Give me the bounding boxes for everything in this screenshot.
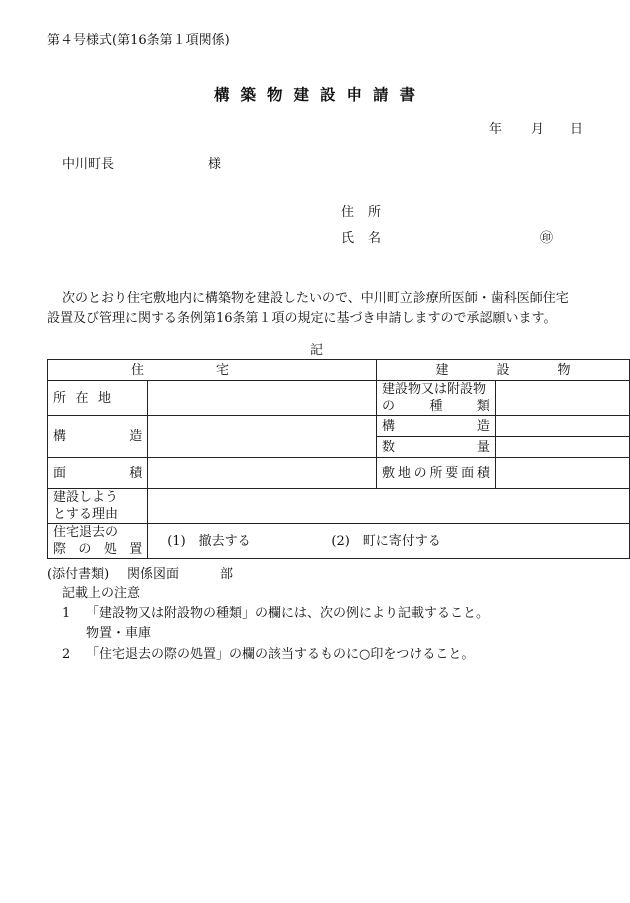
attachment-label: (添付書類) [47, 567, 110, 582]
site-area-label [377, 458, 496, 489]
disposal-label-line2 [53, 541, 142, 558]
ki-label: 記 [310, 343, 324, 358]
kind-label-char: 種 [429, 399, 443, 414]
reason-value[interactable] [148, 489, 630, 524]
kind-label [377, 381, 496, 416]
area-label-char: 積 [129, 465, 143, 481]
site-area-char: 積 [476, 465, 490, 481]
header-structure-text: 建設物 [435, 362, 619, 378]
note-1-text: 「建設物又は附設物の種類」の欄には、次の例により記載すること。 [86, 606, 490, 621]
reason-label-line2: とする理由 [53, 507, 119, 522]
disposal-label-line1: 住宅退去の [53, 525, 119, 540]
site-area-char: の [413, 465, 427, 481]
seal-mark: ㊞ [540, 231, 554, 246]
reason-label-line1: 建設しよう [53, 490, 119, 505]
applicant-name-label-2: 名 [368, 231, 382, 246]
note-1-num: 1 [62, 606, 71, 621]
area-label-char: 面 [53, 465, 67, 481]
structure-right-value[interactable] [495, 416, 629, 437]
header-housing [48, 360, 377, 381]
addressee-honorific: 様 [208, 157, 222, 172]
disposal-label-char: 置 [129, 542, 143, 557]
kind-value[interactable] [495, 381, 629, 416]
kind-label-char: の [382, 399, 396, 414]
site-area-char: 所 [429, 465, 443, 481]
quantity-value[interactable] [495, 437, 629, 458]
body-text-line1: 次のとおり住宅敷地内に構築物を建設したいので、中川町立診療所医師・歯科医師住宅 [62, 291, 569, 306]
structure-value[interactable] [148, 416, 377, 458]
kind-label-line1: 建設物又は附設物 [382, 382, 487, 397]
structure-right-char: 造 [476, 418, 490, 434]
location-value[interactable] [148, 381, 377, 416]
attachment-text: 関係図面 [127, 567, 180, 582]
option-donate[interactable]: (2) 町に寄付する [331, 533, 441, 549]
structure-label-char: 構 [53, 429, 67, 444]
disposal-label-char: の [78, 542, 92, 557]
site-area-char: 地 [397, 465, 411, 481]
quantity-label-char: 量 [476, 439, 490, 455]
date-year: 年 [489, 122, 503, 137]
note-2-text: 「住宅退去の際の処置」の欄の該当するものに○印をつけること。 [86, 647, 475, 662]
structure-label-char: 造 [129, 429, 143, 444]
site-area-char: 敷 [382, 465, 396, 481]
note-example: 物置・車庫 [86, 626, 152, 641]
location-label [48, 381, 148, 416]
body-text-line2: 設置及び管理に関する条例第16条第１項の規定に基づき申請しますので承認願います。 [47, 311, 557, 326]
area-value[interactable] [148, 458, 377, 489]
form-number: 第４号様式(第16条第１項関係) [47, 33, 230, 48]
reason-label [48, 489, 148, 524]
structure-right-char: 構 [382, 418, 396, 434]
application-table [47, 359, 630, 559]
applicant-address-label-1: 住 [341, 205, 355, 220]
quantity-label [377, 437, 496, 458]
header-structure [377, 360, 630, 381]
disposal-label [48, 524, 148, 559]
disposal-label-char: 処 [103, 542, 117, 557]
site-area-char: 要 [445, 465, 459, 481]
structure-label [48, 416, 148, 458]
site-area-char: 面 [461, 465, 475, 481]
page-title: 構築物建設申請書 [214, 85, 427, 104]
area-label [48, 458, 148, 489]
header-housing-text: 住宅 [131, 362, 302, 378]
option-remove[interactable]: (1) 撤去する [167, 533, 251, 549]
kind-label-line2 [382, 398, 490, 415]
applicant-address-label-2: 所 [368, 205, 382, 220]
applicant-name-label-1: 氏 [341, 231, 355, 246]
site-area-value[interactable] [495, 458, 629, 489]
disposal-options [148, 524, 630, 559]
notes-heading: 記載上の注意 [62, 586, 141, 601]
date-month: 月 [531, 122, 545, 137]
quantity-label-char: 数 [382, 439, 396, 455]
location-label-char: 所 [53, 390, 67, 406]
structure-label-right [377, 416, 496, 437]
location-label-char: 在 [75, 390, 89, 406]
date-day: 日 [570, 122, 584, 137]
kind-label-char: 類 [476, 399, 490, 414]
attachment-unit: 部 [220, 567, 234, 582]
disposal-label-char: 際 [53, 542, 67, 557]
addressee-name: 中川町長 [62, 157, 115, 172]
note-2-num: 2 [62, 647, 71, 662]
location-label-char: 地 [97, 390, 111, 406]
